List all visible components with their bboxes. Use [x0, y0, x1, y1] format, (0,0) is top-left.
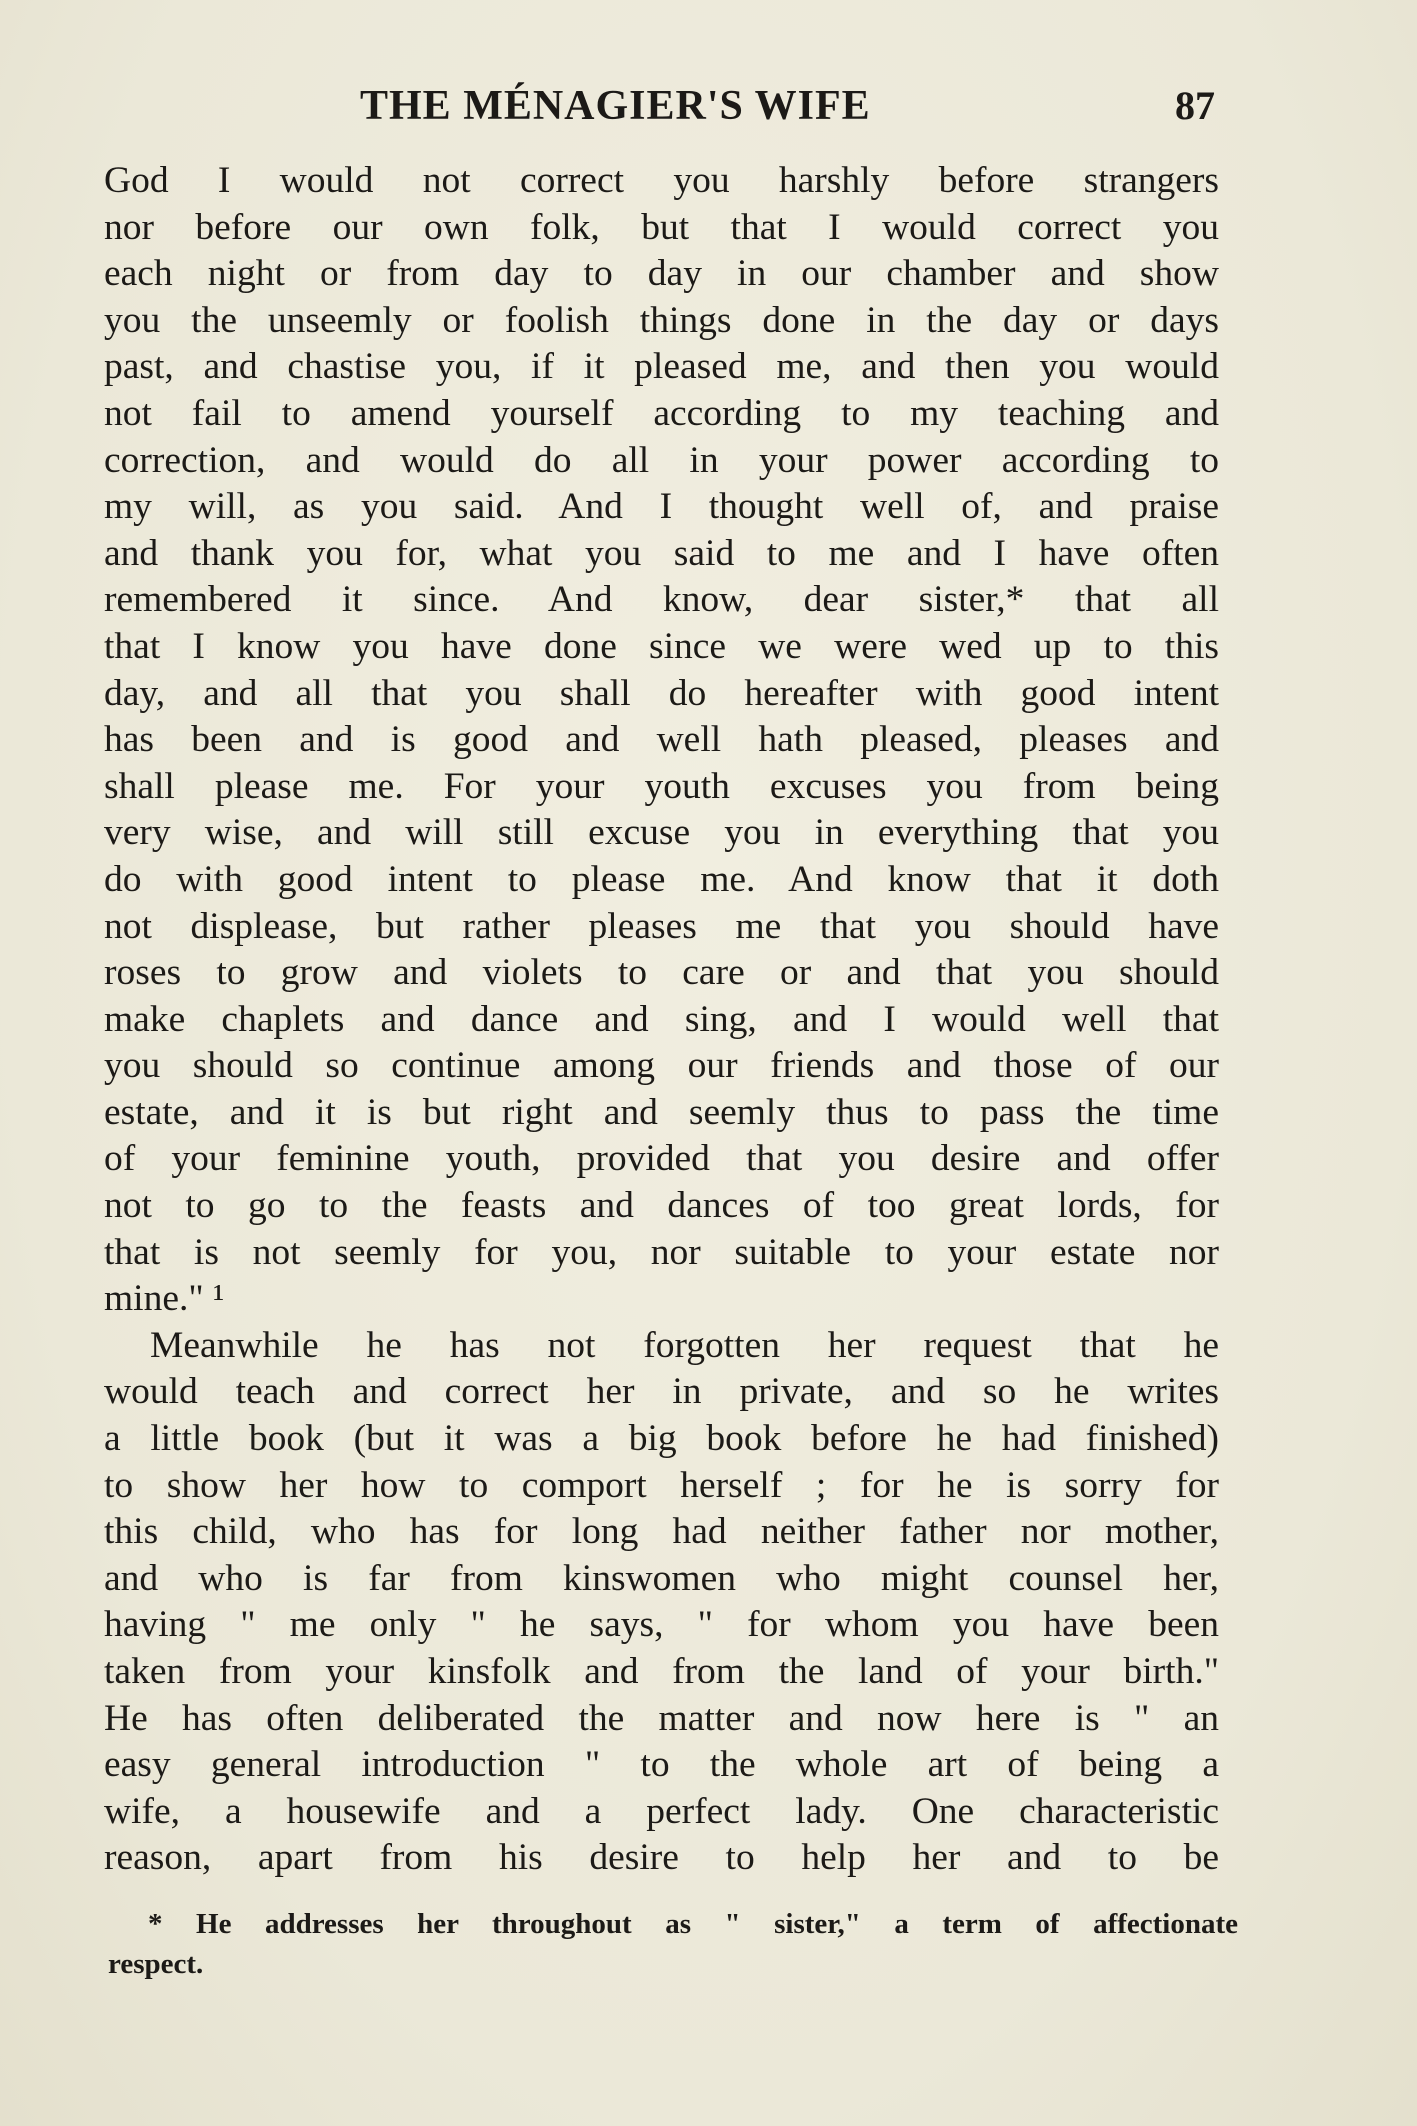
text-line: and thank you for, what you said to me and I have often	[104, 532, 1219, 574]
text-line: that I know you have done since we were wed up to this	[104, 625, 1219, 667]
text-line: nor before our own folk, but that I would correct you	[104, 206, 1219, 248]
text-line: to show her how to comport herself ; for he is sorry for	[104, 1464, 1219, 1506]
text-line: day, and all that you shall do hereafter with good intent	[104, 672, 1219, 714]
text-line: would teach and correct her in private, and so he writes	[104, 1371, 1219, 1413]
text-line: He has often deliberated the matter and now here is " an	[104, 1697, 1219, 1739]
text-line: past, and chastise you, if it pleased me, and then you would	[104, 346, 1219, 388]
page-number: 87	[1175, 83, 1215, 128]
footnote	[108, 1904, 1238, 1984]
text-line: has been and is good and well hath pleased, pleases and	[104, 719, 1219, 761]
text-line: not to go to the feasts and dances of too great lords, for	[104, 1185, 1219, 1227]
text-line: easy general introduction " to the whole art of being a	[104, 1744, 1219, 1786]
text-line: do with good intent to please me. And know that it doth	[104, 858, 1219, 900]
text-line: not displease, but rather pleases me that you should have	[104, 905, 1219, 947]
running-title: THE MÉNAGIER'S WIFE	[360, 83, 871, 129]
text-line: mine." ¹	[104, 1278, 225, 1320]
text-line: estate, and it is but right and seemly thus to pass the time	[104, 1091, 1219, 1133]
text-line: of your feminine youth, provided that you desire and offer	[104, 1138, 1219, 1180]
footnote-line: * He addresses her throughout as " sister," a term of affectionate	[148, 1908, 1238, 1940]
text-line: remembered it since. And know, dear sister,* that all	[104, 579, 1219, 621]
text-line: not fail to amend yourself according to my teaching and	[104, 392, 1219, 434]
text-line: you should so continue among our friends and those of our	[104, 1045, 1219, 1087]
text-line: this child, who has for long had neither father nor mother,	[104, 1511, 1219, 1553]
text-line: shall please me. For your youth excuses you from being	[104, 765, 1219, 807]
text-line: you the unseemly or foolish things done in the day or days	[104, 299, 1219, 341]
text-line: each night or from day to day in our chamber and show	[104, 253, 1219, 295]
text-line: that is not seemly for you, nor suitable to your estate nor	[104, 1231, 1219, 1273]
text-line: wife, a housewife and a perfect lady. One characteristic	[104, 1790, 1219, 1832]
text-line: taken from your kinsfolk and from the land of your birth."	[104, 1651, 1219, 1692]
text-line: very wise, and will still excuse you in everything that you	[104, 812, 1219, 854]
text-line: God I would not correct you harshly before strangers	[104, 160, 1219, 201]
footnote-line: respect.	[108, 1948, 204, 1980]
text-line: correction, and would do all in your power according to	[104, 439, 1219, 481]
page-header	[105, 82, 1215, 132]
text-line: my will, as you said. And I thought well of, and praise	[104, 486, 1219, 528]
text-line: having " me only " he says, " for whom you have been	[104, 1604, 1219, 1646]
text-line: and who is far from kinswomen who might counsel her,	[104, 1557, 1219, 1599]
text-line: roses to grow and violets to care or and that you should	[104, 952, 1219, 994]
text-line: Meanwhile he has not forgotten her request that he	[150, 1324, 1219, 1366]
text-line: make chaplets and dance and sing, and I would well that	[104, 998, 1219, 1040]
text-line: reason, apart from his desire to help her and to be	[104, 1837, 1219, 1879]
body-text	[104, 158, 1219, 1882]
text-line: a little book (but it was a big book before he had finished)	[104, 1418, 1219, 1460]
